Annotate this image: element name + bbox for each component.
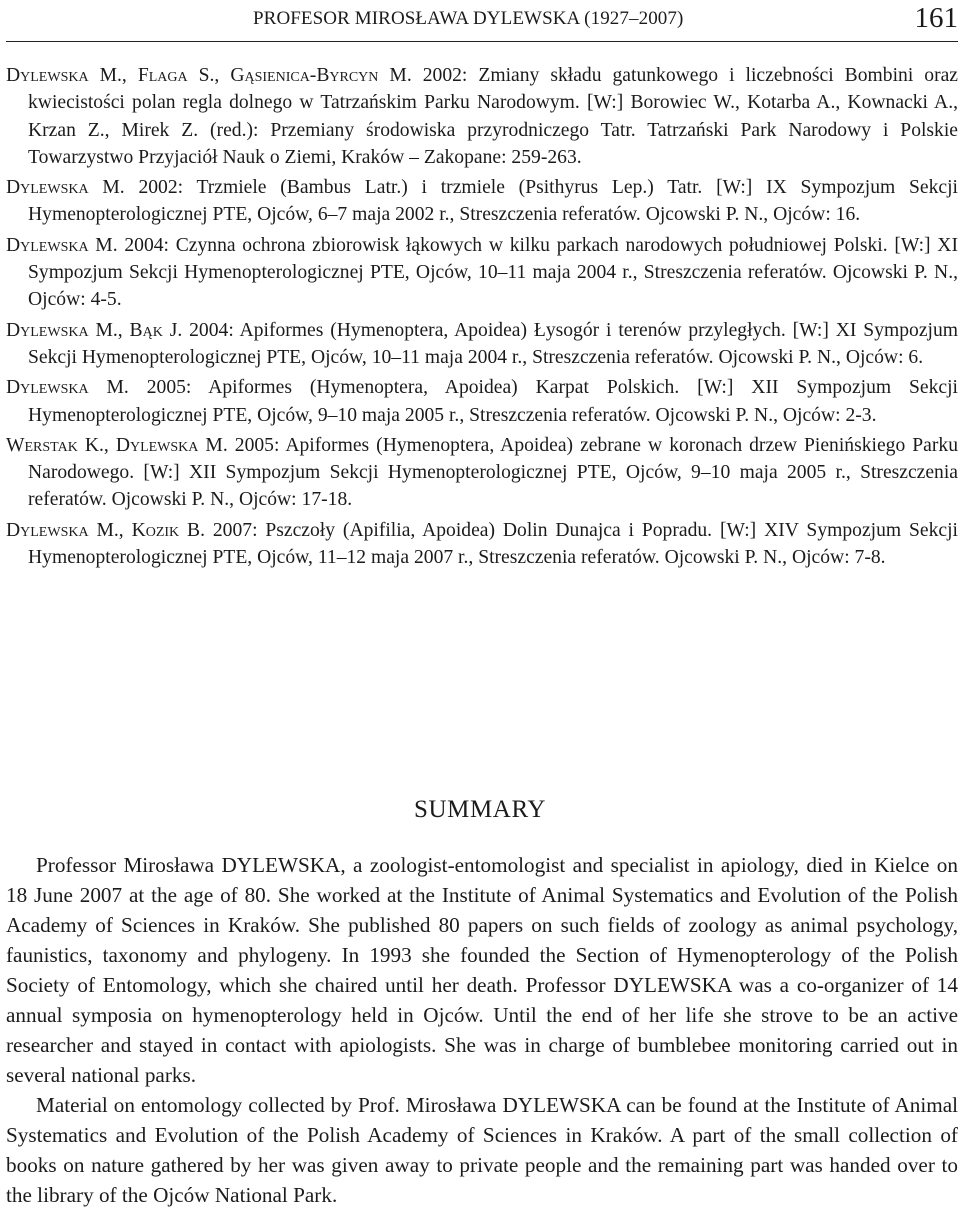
running-head: PROFESOR MIROSŁAWA DYLEWSKA (1927–2007) [253,8,684,29]
reference-authors: Dylewska M., Flaga S., Gąsienica-Byrcyn M. [6,65,412,86]
summary-heading: SUMMARY [413,796,547,823]
reference-text: 2002: Trzmiele (Bambus Latr.) i trzmiele (Psithyrus Lep.) Tatr. [W:] IX Sympozjum Sekcji Hymenopterologicznej PTE, Ojców, 6–7 maja 2002 r., Streszczenia referatów. Ojcowski P. N., Ojców: 16. [28,177,958,226]
reference-authors: Dylewska M. [6,177,125,199]
reference-authors: Werstak K., Dylewska M. [6,434,228,456]
reference-authors: Dylewska M., Kozik B. [6,519,205,541]
reference-entry [6,432,958,514]
reference-text: 2005: Apiformes (Hymenoptera, Apoidea) Karpat Polskich. [W:] XII Sympozjum Sekcji Hymenopterologicznej PTE, Ojców, 9–10 maja 2005 r., Streszczenia referatów. Ojcowski P. N., Ojców: 2-3. [28,377,959,426]
summary-body [6,850,958,1210]
header-rule [6,41,958,42]
summary-paragraph: Professor Mirosława DYLEWSKA, a zoologist-entomologist and specialist in apiology, died in Kielce on 18 June 2007 at the age of 80. She worked at the Institute of Animal Systematics and Evolution of the Polish Academy of Sciences in Kraków. She published 80 papers on such fields of zoology as animal psychology, faunistics, taxonomy and phylogeny. In 1993 she founded the Section of Hymenopterology of the Polish Society of Entomology, which she chaired until her death. Professor DYLEWSKA was a co-organizer of 14 annual symposia on hymenopterology held in Ojców. Until the end of her life she strove to be an active researcher and stayed in contact with apiologists. She was in charge of bumblebee monitoring carried out in several national parks. [6,853,958,1087]
reference-text: 2002: Zmiany składu gatunkowego i liczebności Bombini oraz kwiecistości polan regla dolnego w Tatrzańskim Parku Narodowym. [W:] Borowiec W., Kotarba A., Kownacki A., Krzan Z., Mirek Z. (red.): Przemiany środowiska przyrodniczego Tatr. Tatrzański Park Narodowy i Polskie Towarzystwo Przyjaciół Nauk o Ziemi, Kraków – Zakopane: 259-263. [28,65,958,168]
reference-entry [6,517,958,572]
reference-entry [6,317,958,372]
reference-text: 2004: Apiformes (Hymenoptera, Apoidea) Łysogór i terenów przyległych. [W:] XI Sympozjum Sekcji Hymenopterologicznej PTE, Ojców, 10–11 maja 2004 r., Streszczenia referatów. Ojcowski P. N., Ojców: 6. [28,319,958,368]
reference-authors: Dylewska M., Bąk J. [6,319,183,341]
reference-text: 2005: Apiformes (Hymenoptera, Apoidea) zebrane w koronach drzew Pienińskiego Parku Narodowego. [W:] XII Sympozjum Sekcji Hymenopterologicznej PTE, Ojców, 9–10 maja 2005 r., Streszczenia referatów. Ojcowski P. N., Ojców: 17-18. [28,434,958,511]
reference-authors: Dylewska M. [6,377,129,399]
page-header [0,0,960,46]
reference-list [6,62,958,574]
summary-paragraph: Material on entomology collected by Prof. Mirosława DYLEWSKA can be found at the Institute of Animal Systematics and Evolution of the Polish Academy of Sciences in Kraków. A part of the small collection of books on nature gathered by her was given away to private people and the remaining part was handed over to the library of the Ojców National Park. [6,1093,958,1207]
reference-text: 2007: Pszczoły (Apifilia, Apoidea) Dolin Dunajca i Popradu. [W:] XIV Sympozjum Sekcji Hymenopterologicznej PTE, Ojców, 11–12 maja 2007 r., Streszczenia referatów. Ojcowski P. N., Ojców: 7-8. [28,519,958,569]
reference-authors: Dylewska M. [6,234,118,256]
page-number: 161 [914,2,958,34]
reference-entry [6,174,958,229]
reference-entry [6,62,958,171]
reference-entry [6,232,958,314]
reference-entry [6,374,958,429]
reference-text: 2004: Czynna ochrona zbiorowisk łąkowych w kilku parkach narodowych południowej Polski. [W:] XI Sympozjum Sekcji Hymenopterologicznej PTE, Ojców, 10–11 maja 2004 r., Streszczenia referatów. Ojcowski P. N., Ojców: 4-5. [28,234,958,311]
